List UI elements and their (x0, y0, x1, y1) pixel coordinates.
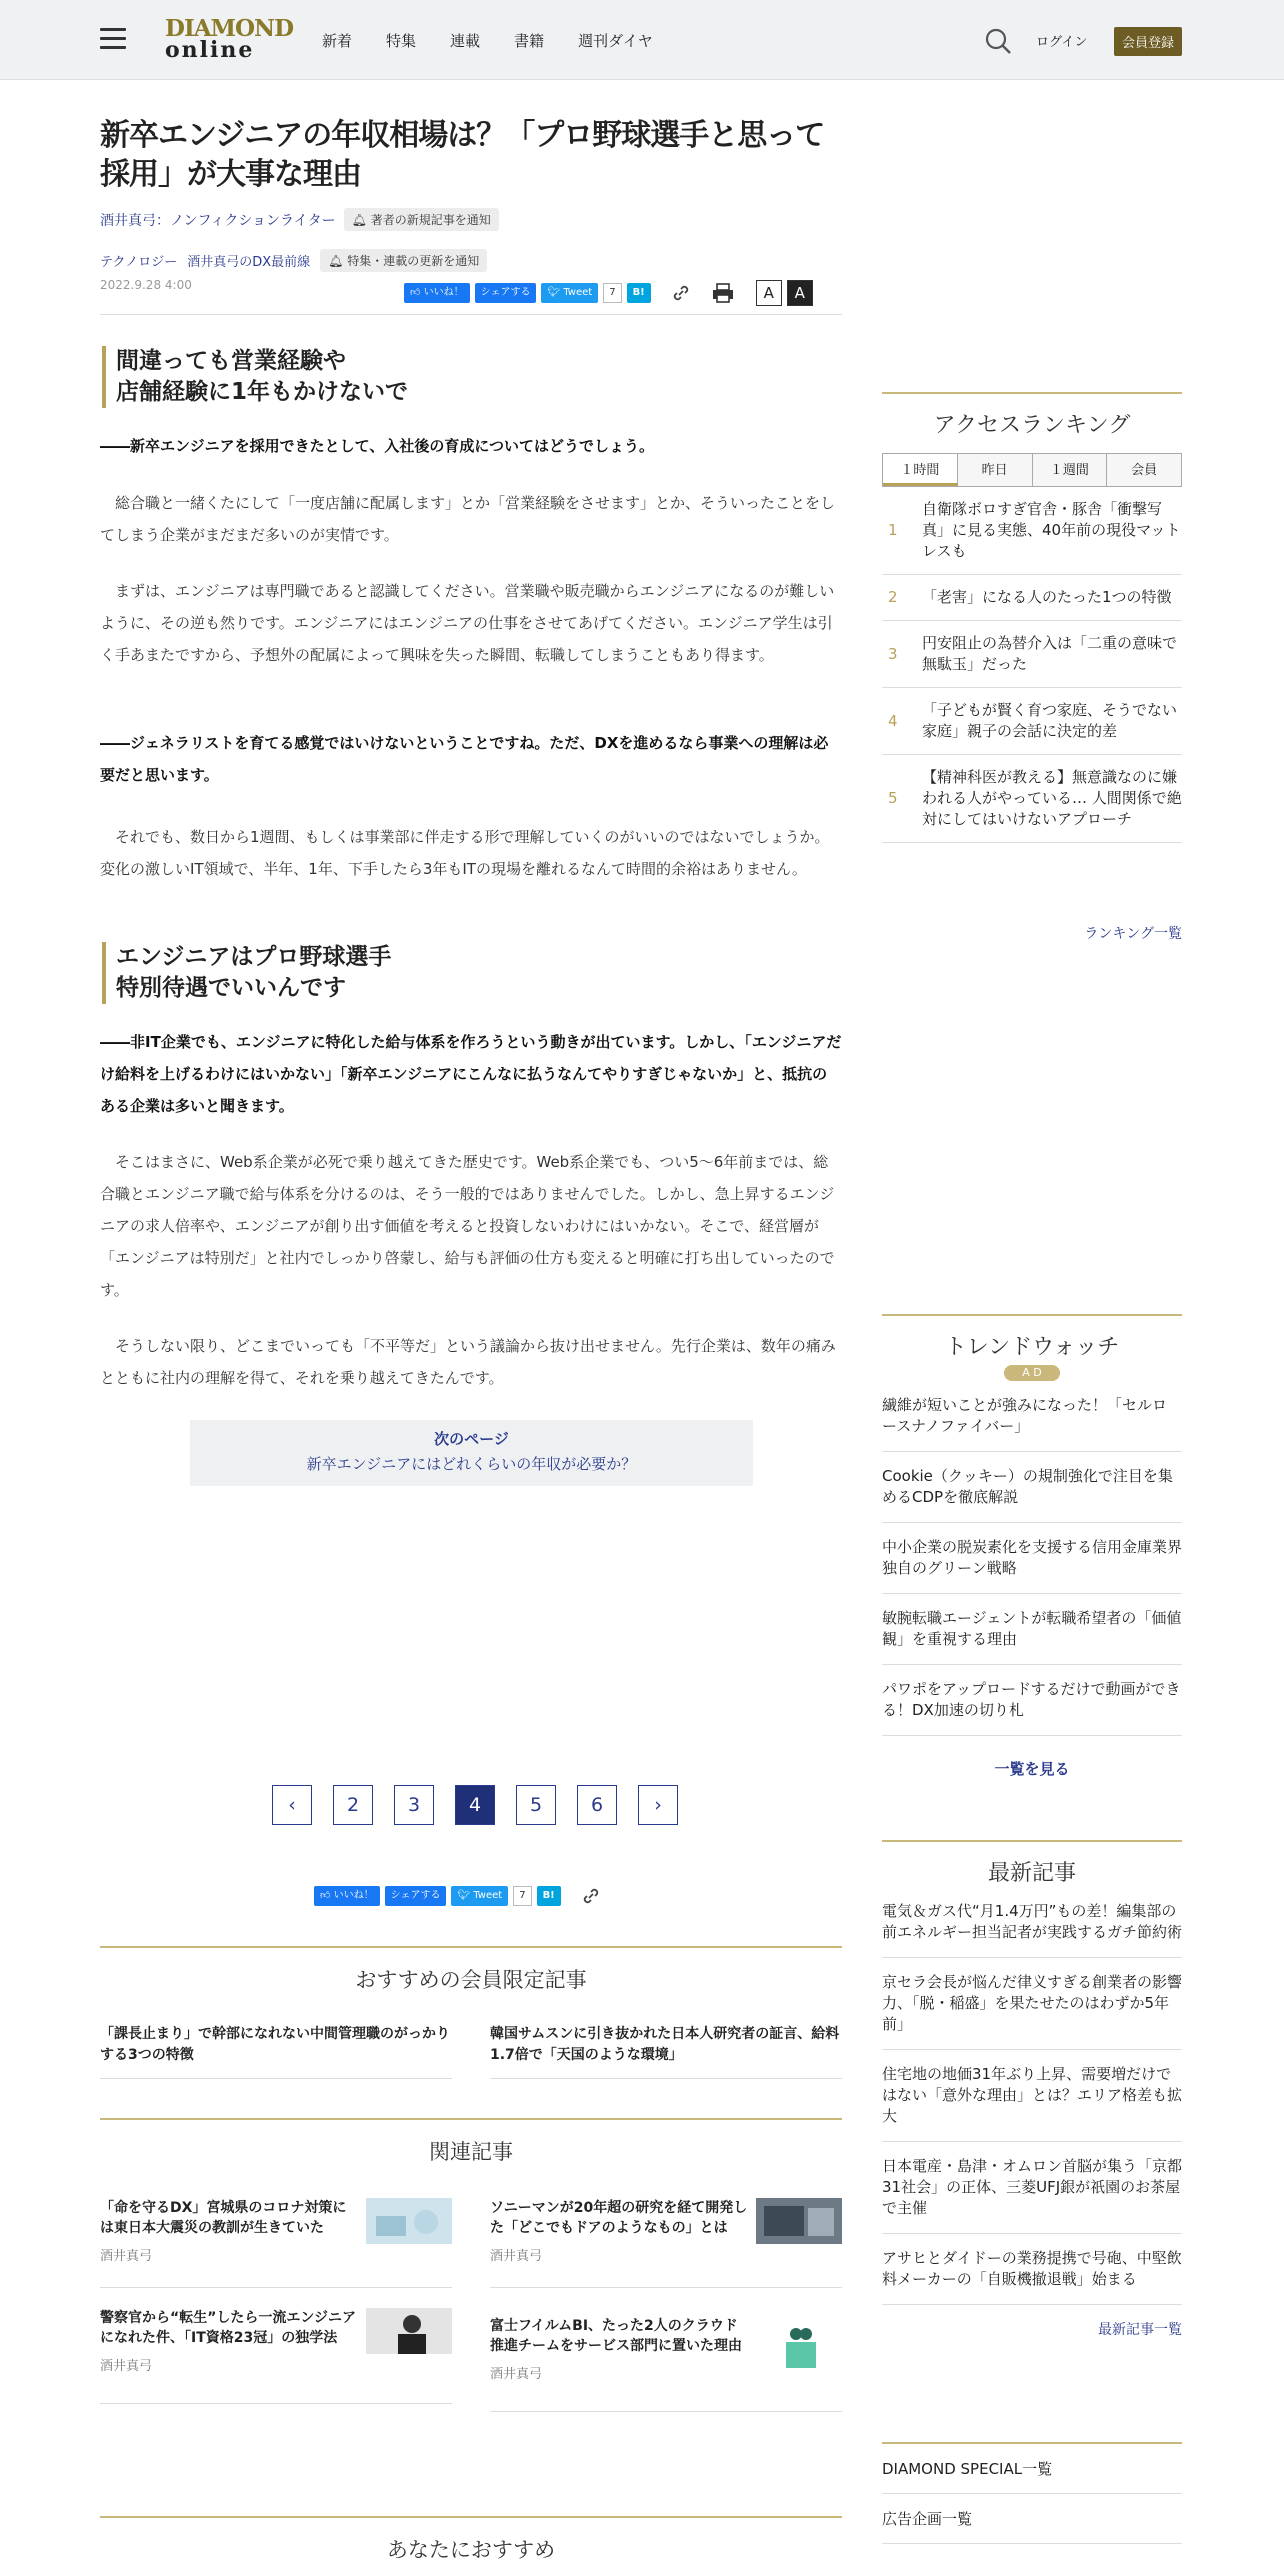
hatena-button[interactable]: B! (537, 1886, 561, 1906)
related-item[interactable] (100, 2308, 452, 2404)
ranking-item[interactable] (882, 487, 1182, 575)
paragraph: それでも、数日から1週間、もしくは事業部に伴走する形で理解していくのがいいのではないでしょうか。変化の激しいIT領域で、半年、1年、下手したら3年もITの現場を離れるなんて時間的余裕はありません。 (100, 828, 830, 878)
ranking-heading: アクセスランキング (882, 392, 1182, 439)
nav-item[interactable]: 新着 (322, 32, 353, 50)
related-thumbnail (756, 2316, 842, 2376)
trend-more-link[interactable]: 一覧を見る (994, 1760, 1070, 1778)
tweet-label: Tweet (563, 287, 593, 298)
latest-item[interactable]: 電気＆ガス代“月1.4万円”もの差！編集部の前エネルギー担当記者が実践するガチ節約術 (882, 1887, 1182, 1958)
bell-icon: 🔔︎ (351, 213, 367, 227)
trend-widget (882, 1314, 1182, 1779)
font-size-small-button[interactable]: A (756, 280, 782, 306)
ranking-widget (882, 392, 1182, 943)
tweet-button[interactable]: 🐦︎ Tweet (541, 283, 598, 303)
prev-page-button[interactable]: ‹ (272, 1785, 312, 1825)
rank-number: 5 (888, 789, 898, 807)
latest-item[interactable]: アサヒとダイドーの業務提携で号砲、中堅飲料メーカーの「自販機撤退戦」始まる (882, 2234, 1182, 2305)
paragraph: そこはまさに、Web系企業が必死で乗り越えてきた歴史です。Web系企業でも、つい5～6年前までは、総合職とエンジニア職で給与体系を分けるのは、そう一般的ではありませんでした。しかし、急上昇するエンジニアの求人倍率や、エンジニアが創り出す価値を考えると投資しないわけにはいかない。そこで、経営層が「エンジニアは特別だ」と社内でしっかり啓蒙し、給与も評価の仕方も変えると明確に打ち出していったのです。 (100, 1153, 835, 1299)
recommend-item[interactable]: 「課長止まり」で幹部になれない中間管理職のがっかりする3つの特徴 (100, 2024, 452, 2079)
tweet-count: 7 (513, 1886, 531, 1906)
series-link[interactable]: 酒井真弓のDX最前線 (187, 255, 311, 270)
rank-title: 「老害」になる人のたった1つの特徴 (922, 588, 1172, 606)
paragraph: 総合職と一緒くたにして「一度店舗に配属します」とか「営業経験をさせます」とか、そういったことをしてしまう企業がまだまだ多いのが実情です。 (100, 494, 836, 544)
ranking-tabs (882, 453, 1182, 487)
related-heading: 関連記事 (100, 2118, 842, 2166)
ranking-tab-week[interactable]: １週間 (1033, 454, 1108, 486)
share-bar-bottom (314, 1885, 602, 1907)
series-notify-label: 特集・連載の更新を通知 (347, 254, 480, 268)
link-icon[interactable] (580, 1885, 602, 1907)
interview-question: ――非IT企業でも、エンジニアに特化した給与体系を作ろうという動きが出ています。しかし、「エンジニアだけ給料を上げるわけにはいかない」「新卒エンジニアにこんなに払うなんてやりすぎじゃないか」と、抵抗のある企業は多いと聞きます。 (100, 1033, 842, 1115)
latest-item[interactable]: 日本電産・島津・オムロン首脳が集う「京都31社会」の正体、三菱UFJ銀が祇園のお茶屋で主催 (882, 2142, 1182, 2234)
next-page-box[interactable] (190, 1420, 753, 1486)
site-header (0, 0, 1284, 80)
trend-item[interactable]: パワポをアップロードするだけで動画ができる！DX加速の切り札 (882, 1665, 1182, 1736)
link-icon[interactable] (670, 282, 692, 304)
author-notify-button[interactable] (344, 208, 499, 231)
category-link[interactable]: テクノロジー (100, 255, 178, 270)
rank-number: 4 (888, 711, 898, 730)
print-icon[interactable] (711, 282, 735, 304)
next-page-title: 新卒エンジニアにはどれくらいの年収が必要か？ (306, 1455, 637, 1473)
pagination (272, 1785, 678, 1825)
latest-heading: 最新記事 (882, 1840, 1182, 1887)
logo-top: DIAMOND (165, 15, 294, 42)
related-item-author: 酒井真弓 (490, 2248, 543, 2264)
page-button[interactable]: 5 (516, 1785, 556, 1825)
category-row (100, 249, 487, 272)
related-item-author: 酒井真弓 (100, 2248, 153, 2264)
share-bar (404, 280, 813, 306)
recommend-item[interactable]: 韓国サムスンに引き抜かれた日本人研究者の証言、給料1.7倍で「天国のような環境」 (490, 2024, 842, 2079)
ranking-more-link[interactable]: ランキング一覧 (1084, 926, 1182, 942)
ranking-tab-yesterday[interactable]: 昨日 (958, 454, 1033, 486)
publish-date: 2022.9.28 4:00 (100, 278, 192, 292)
logo-bottom: online (165, 37, 255, 63)
related-item-title: 「命を守るDX」宮城県のコロナ対策には東日本大震災の教訓が生きていた (100, 2200, 347, 2237)
login-link[interactable]: ログイン (1036, 35, 1088, 50)
page-button[interactable]: 6 (577, 1785, 617, 1825)
trend-item[interactable]: 中小企業の脱炭素化を支援する信用金庫業界独自のグリーン戦略 (882, 1523, 1182, 1594)
like-button[interactable]: 👍︎ いいね！ (314, 1886, 380, 1906)
page-button[interactable]: 2 (333, 1785, 373, 1825)
divider (100, 314, 842, 315)
rank-number: 3 (888, 644, 898, 663)
like-label: いいね！ (423, 287, 464, 298)
related-item-title: 富士フイルムBI、たった2人のクラウド推進チームをサービス部門に置いた理由 (490, 2318, 742, 2355)
tweet-label: Tweet (473, 1890, 503, 1901)
latest-more-link[interactable]: 最新記事一覧 (1098, 2322, 1182, 2338)
section-heading: 間違っても営業経験や 店舗経験に1年もかけないで (102, 346, 842, 408)
facebook-share-button[interactable]: シェアする (385, 1886, 447, 1906)
ranking-item[interactable] (882, 688, 1182, 755)
next-page-button[interactable]: › (638, 1785, 678, 1825)
menu-icon[interactable] (100, 28, 126, 50)
nav-item[interactable]: 週刊ダイヤ (578, 32, 653, 50)
ranking-item[interactable] (882, 755, 1182, 843)
section-heading: エンジニアはプロ野球選手 特別待遇でいいんです (102, 942, 842, 1004)
author-link[interactable]: 酒井真弓：ノンフィクションライター (100, 212, 336, 229)
author-notify-label: 著者の新規記事を通知 (370, 213, 491, 227)
author-row (100, 208, 499, 231)
trend-item[interactable]: Cookie（クッキー）の規制強化で注目を集めるCDPを徹底解説 (882, 1452, 1182, 1523)
paragraph: まずは、エンジニアは専門職であると認識してください。営業職や販売職からエンジニアになるのが難しいように、その逆も然りです。エンジニアにはエンジニアの仕事をさせてあげてください。エンジニア学生は引く手あまたですから、予想外の配属によって興味を失った瞬間、転職してしまうこともあり得ます。 (100, 582, 835, 664)
rank-title: 【精神科医が教える】無意識なのに嫌われる人がやっている… 人間関係で絶対にしてはいけないアプローチ (922, 768, 1182, 828)
rank-number: 2 (888, 588, 898, 606)
side-link[interactable]: DIAMOND SPECIAL一覧 (882, 2444, 1182, 2494)
rank-title: 自衛隊ボロすぎ官舎・豚舎「衝撃写真」に見る実態、40年前の現役マットレスも (922, 500, 1181, 560)
latest-widget (882, 1840, 1182, 2339)
page-button[interactable]: 3 (394, 1785, 434, 1825)
bell-icon: 🔔︎ (328, 254, 344, 268)
next-page-label: 次のページ (434, 1430, 509, 1448)
page-button-current[interactable]: 4 (455, 1785, 495, 1825)
related-item[interactable] (490, 2316, 842, 2412)
nav-item[interactable]: 書籍 (514, 32, 545, 50)
interview-question: ――新卒エンジニアを採用できたとして、入社後の育成についてはどうでしょう。 (100, 437, 655, 455)
related-item-author: 酒井真弓 (490, 2366, 543, 2382)
paragraph: そうしない限り、どこまでいっても「不平等だ」という議論から抜け出せません。先行企業は、数年の痛みとともに社内の理解を得て、それを乗り越えてきたんです。 (100, 1337, 836, 1387)
side-link[interactable]: 広告企画一覧 (882, 2494, 1182, 2544)
search-icon[interactable] (984, 27, 1012, 55)
nav-item[interactable]: 連載 (450, 32, 481, 50)
ranking-item[interactable] (882, 621, 1182, 688)
rank-title: 「子どもが賢く育つ家庭、そうでない家庭」親子の会話に決定的差 (922, 701, 1178, 740)
latest-item[interactable]: 住宅地の地価31年ぶり上昇、需要増だけではない「意外な理由」とは？エリア格差も拡大 (882, 2050, 1182, 2142)
font-size-large-button[interactable]: A (787, 280, 813, 306)
rank-number: 1 (888, 521, 898, 539)
interview-question: ――ジェネラリストを育てる感覚ではいけないということですね。ただ、DXを進めるなら事業への理解は必要だと思います。 (100, 734, 829, 784)
related-thumbnail (366, 2198, 452, 2244)
side-links (882, 2442, 1182, 2544)
trend-item[interactable]: 繊維が短いことが強みになった！「セルロースナノファイバー」 (882, 1381, 1182, 1452)
tweet-button[interactable]: 🐦︎ Tweet (451, 1886, 508, 1906)
article-title: 新卒エンジニアの年収相場は？「プロ野球選手と思って採用」が大事な理由 (100, 118, 825, 192)
nav-item[interactable]: 特集 (386, 32, 417, 50)
foryou-heading: あなたにおすすめ (100, 2516, 842, 2564)
ranking-tab-member[interactable]: 会員 (1107, 454, 1181, 486)
signup-button[interactable]: 会員登録 (1114, 27, 1182, 56)
related-item[interactable] (100, 2198, 452, 2288)
recommend-heading: おすすめの会員限定記事 (100, 1946, 842, 1994)
hatena-button[interactable]: B! (627, 283, 651, 303)
like-button[interactable]: 👍︎ いいね！ (404, 283, 470, 303)
ranking-item[interactable] (882, 575, 1182, 621)
like-label: いいね！ (333, 1890, 374, 1901)
latest-item[interactable]: 京セラ会長が悩んだ律义すぎる創業者の影響力、「脱・稲盛」を果たせたのはわずか5年前」 (882, 1958, 1182, 2050)
trend-heading: トレンドウォッチ (882, 1314, 1182, 1361)
main-nav (322, 30, 653, 51)
ranking-tab-hour[interactable]: １時間 (883, 454, 958, 486)
facebook-share-button[interactable]: シェアする (475, 283, 537, 303)
related-item-author: 酒井真弓 (100, 2358, 153, 2374)
related-item[interactable] (490, 2198, 842, 2288)
related-item-title: ソニーマンが20年超の研究を経て開発した「どこでもドアのようなもの」とは (490, 2200, 748, 2237)
rank-title: 円安阻止の為替介入は「二重の意味で無駄玉」だった (922, 634, 1178, 673)
ad-badge: A D (1004, 1365, 1060, 1381)
related-item-title: 警察官から“転生”したら一流エンジニアになれた件、「IT資格23冠」の独学法 (100, 2310, 357, 2347)
trend-item[interactable]: 敏腕転職エージェントが転職希望者の「価値観」を重視する理由 (882, 1594, 1182, 1665)
related-thumbnail (756, 2198, 842, 2244)
series-notify-button[interactable] (320, 249, 487, 272)
tweet-count: 7 (603, 283, 621, 303)
site-logo[interactable] (165, 17, 293, 61)
related-thumbnail (366, 2308, 452, 2354)
